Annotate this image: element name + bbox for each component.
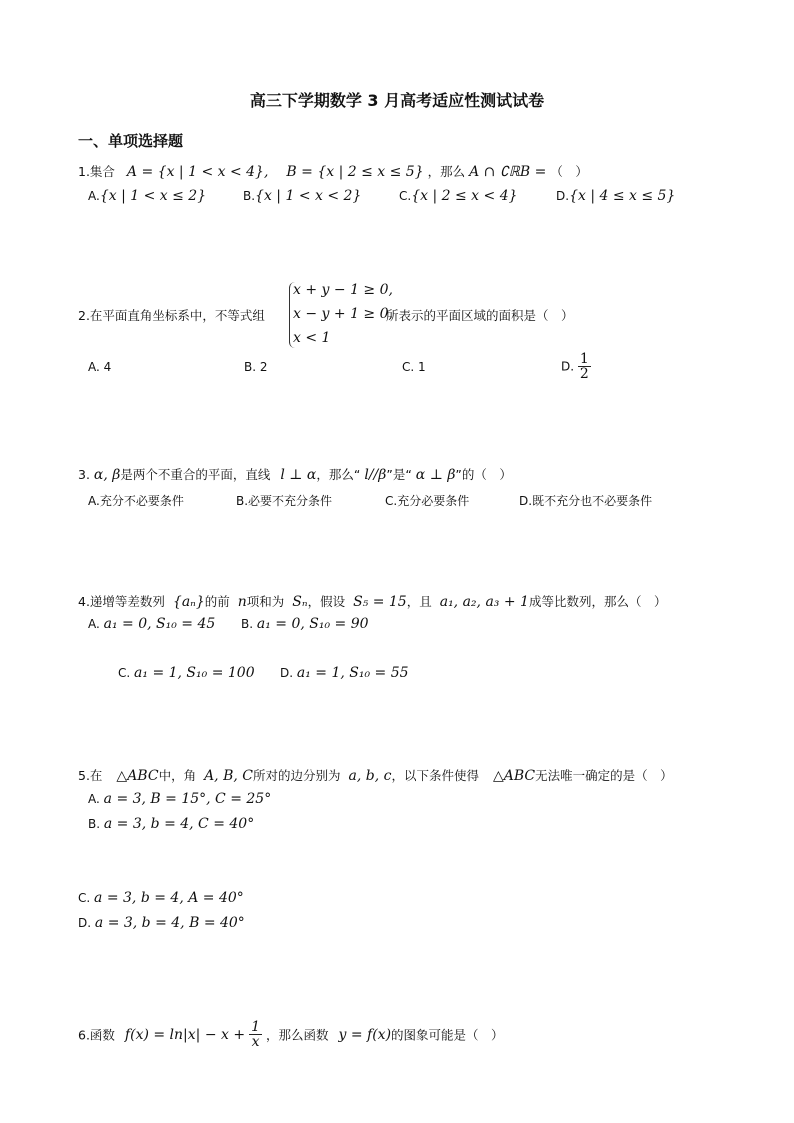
fraction-denominator: 2 bbox=[579, 366, 589, 382]
q1-mid-text: ，那么 bbox=[427, 164, 466, 179]
option-text: a = 3, B = 15°, C = 25° bbox=[103, 791, 272, 807]
q3-option-a[interactable] bbox=[88, 492, 184, 509]
q3-text-4: ”的（ ） bbox=[455, 467, 512, 482]
option-text: a₁ = 1, S₁₀ = 55 bbox=[296, 665, 409, 681]
option-label: B. bbox=[236, 494, 249, 508]
option-label: D. bbox=[561, 359, 575, 374]
option-text: 充分必要条件 bbox=[397, 494, 470, 508]
q2-ineq-2: x − y + 1 ≥ 0, bbox=[293, 306, 393, 322]
q3-perp-planes: α ⊥ β bbox=[415, 467, 456, 483]
q4-text-5: 成等比数列，那么（ ） bbox=[528, 594, 667, 609]
question-3-stem bbox=[78, 465, 512, 483]
q6-text-1: ，那么函数 bbox=[265, 1027, 329, 1043]
question-4-stem bbox=[78, 592, 666, 610]
q5-prefix: 5.在 bbox=[78, 768, 103, 783]
q1-paren: （ ） bbox=[550, 164, 588, 179]
q5-text-3: ，以下条件使得 bbox=[391, 768, 479, 783]
q1-option-a[interactable] bbox=[88, 188, 206, 204]
q4-text-2: 项和为 bbox=[246, 594, 285, 609]
option-text: a = 3, b = 4, B = 40° bbox=[94, 915, 245, 931]
option-text: {x | 2 ≤ x < 4} bbox=[411, 188, 518, 204]
q4-n: n bbox=[237, 594, 247, 610]
option-label: C. bbox=[118, 666, 131, 680]
option-label: C. bbox=[399, 189, 412, 203]
option-text: 充分不必要条件 bbox=[99, 494, 184, 508]
option-label: A. bbox=[88, 360, 100, 374]
q4-sequence: {aₙ} bbox=[172, 594, 205, 610]
q5-sides: a, b, c bbox=[348, 768, 392, 784]
q3-text-1: 是两个不重合的平面，直线 bbox=[120, 467, 271, 482]
q2-option-a[interactable] bbox=[88, 360, 111, 374]
option-text: {x | 4 ≤ x ≤ 5} bbox=[569, 188, 676, 204]
q5-option-d[interactable] bbox=[78, 915, 245, 931]
q2-option-b[interactable] bbox=[244, 360, 268, 374]
option-label: A. bbox=[88, 792, 100, 806]
fraction-numerator: 1 bbox=[251, 1019, 260, 1035]
page-title: 高三下学期数学 3 月高考适应性测试试卷 bbox=[249, 91, 545, 110]
option-text: {x | 1 < x ≤ 2} bbox=[99, 188, 207, 204]
option-label: A. bbox=[88, 494, 100, 508]
option-text: 2 bbox=[259, 360, 268, 374]
option-label: D. bbox=[556, 189, 570, 203]
option-label: B. bbox=[241, 617, 254, 631]
q2-option-d[interactable] bbox=[561, 352, 591, 381]
q2-prefix: 2.在平面直角坐标系中，不等式组 bbox=[78, 308, 265, 323]
option-text: a₁ = 0, S₁₀ = 45 bbox=[103, 616, 216, 632]
q6-function-2: y = f(x) bbox=[338, 1026, 392, 1043]
fraction bbox=[578, 352, 591, 381]
q6-prefix: 6.函数 bbox=[78, 1027, 115, 1043]
q4-text-3: ，假设 bbox=[307, 594, 346, 609]
q2-ineq-3: x < 1 bbox=[293, 330, 331, 346]
q2-suffix: 所表示的平面区域的面积是（ ） bbox=[386, 308, 574, 323]
option-text: a = 3, b = 4, C = 40° bbox=[103, 816, 255, 832]
q3-text-3: ”是“ bbox=[386, 467, 412, 482]
q5-option-b[interactable] bbox=[88, 816, 254, 832]
option-label: B. bbox=[244, 360, 257, 374]
option-label: D. bbox=[519, 494, 533, 508]
option-text: a₁ = 0, S₁₀ = 90 bbox=[256, 616, 369, 632]
q4-option-b[interactable] bbox=[241, 616, 369, 632]
q3-planes: α, β bbox=[93, 467, 121, 483]
q4-condition: S₅ = 15 bbox=[353, 594, 407, 610]
q5-triangle: △ABC bbox=[116, 768, 159, 784]
q3-text-2: ，那么“ bbox=[316, 467, 361, 482]
q4-text-4: ，且 bbox=[406, 594, 432, 609]
q3-perp: l ⊥ α bbox=[280, 467, 317, 483]
q4-text-1: 的前 bbox=[204, 594, 230, 609]
q3-option-c[interactable] bbox=[385, 492, 469, 509]
q5-triangle-2: △ABC bbox=[492, 768, 536, 784]
option-label: D. bbox=[280, 666, 294, 680]
option-text: 4 bbox=[103, 360, 112, 374]
option-text: a₁ = 1, S₁₀ = 100 bbox=[134, 665, 255, 681]
q3-option-b[interactable] bbox=[236, 492, 332, 509]
q6-text-2: 的图象可能是（ ） bbox=[391, 1027, 504, 1043]
option-text: 必要不充分条件 bbox=[248, 494, 333, 508]
option-label: D. bbox=[78, 916, 92, 930]
section-heading: 一、单项选择题 bbox=[78, 132, 184, 150]
option-text: a = 3, b = 4, A = 40° bbox=[94, 890, 244, 906]
q6-fraction bbox=[249, 1020, 262, 1049]
q5-text-4: 无法唯一确定的是（ ） bbox=[535, 768, 673, 783]
q3-parallel: l//β bbox=[364, 467, 387, 483]
option-label: C. bbox=[385, 494, 398, 508]
option-text: 1 bbox=[418, 360, 426, 374]
option-label: B. bbox=[88, 817, 101, 831]
q6-function: f(x) = ln|x| − x + bbox=[124, 1026, 246, 1043]
q5-option-c[interactable] bbox=[78, 890, 244, 906]
option-label: A. bbox=[88, 617, 100, 631]
q4-prefix: 4.递增等差数列 bbox=[78, 594, 165, 609]
fraction-denominator: x bbox=[251, 1034, 260, 1050]
q1-expression: A ∩ ∁ℝB = bbox=[469, 164, 547, 180]
q1-set-b: B = {x | 2 ≤ x ≤ 5} bbox=[286, 164, 424, 180]
option-label: C. bbox=[402, 360, 415, 374]
option-label: C. bbox=[78, 891, 91, 905]
q4-sn: Sₙ bbox=[292, 594, 308, 610]
q1-option-b[interactable] bbox=[243, 188, 361, 204]
option-text: {x | 1 < x < 2} bbox=[255, 188, 362, 204]
option-text: 既不充分也不必要条件 bbox=[532, 494, 653, 508]
option-label: B. bbox=[243, 189, 256, 203]
option-label: A. bbox=[88, 189, 100, 203]
q1-set-a: A = {x | 1 < x < 4}, bbox=[126, 164, 269, 180]
question-1-stem bbox=[78, 162, 588, 180]
q3-prefix: 3. bbox=[78, 467, 90, 482]
q1-option-d[interactable] bbox=[556, 188, 675, 204]
q3-option-d[interactable] bbox=[519, 492, 652, 509]
question-6-stem bbox=[78, 1020, 504, 1049]
q5-angles: A, B, C bbox=[204, 768, 253, 784]
q4-option-a[interactable] bbox=[88, 616, 215, 632]
q4-option-d[interactable] bbox=[280, 665, 409, 681]
q5-text-1: 中，角 bbox=[158, 768, 197, 783]
q1-option-c[interactable] bbox=[399, 188, 518, 204]
q5-text-2: 所对的边分别为 bbox=[252, 768, 341, 783]
q4-terms: a₁, a₂, a₃ + 1 bbox=[439, 594, 529, 610]
q2-ineq-1: x + y − 1 ≥ 0, bbox=[293, 282, 393, 298]
question-5-stem bbox=[78, 766, 673, 784]
q1-prefix: 1.集合 bbox=[78, 164, 115, 179]
fraction-numerator: 1 bbox=[579, 351, 589, 367]
q5-option-a[interactable] bbox=[88, 791, 271, 807]
q4-option-c[interactable] bbox=[118, 665, 255, 681]
q2-option-c[interactable] bbox=[402, 360, 426, 374]
